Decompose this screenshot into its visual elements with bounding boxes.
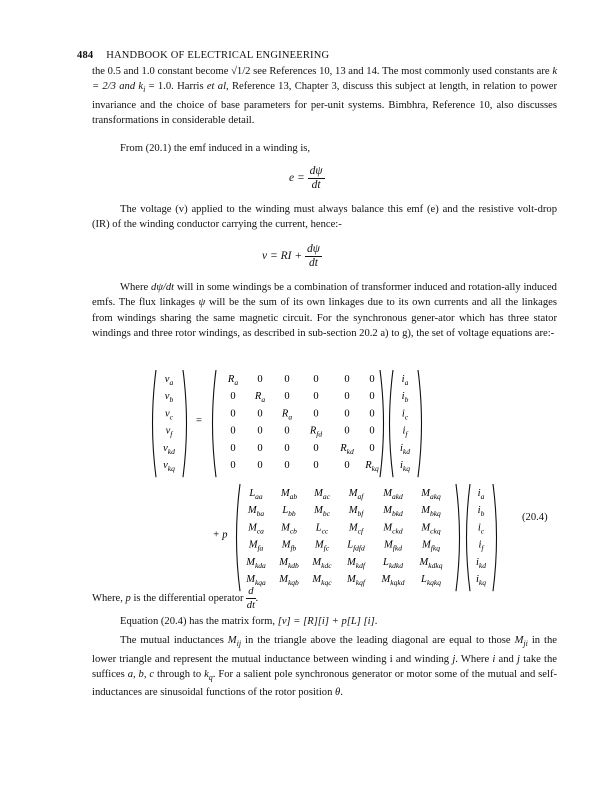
i-vector-2-left-paren — [467, 484, 471, 591]
paragraph-operator — [92, 585, 557, 612]
i-vector-entry: if — [402, 425, 408, 439]
r-matrix-entry: 0 — [369, 374, 375, 385]
r-matrix-entry: 0 — [230, 425, 236, 437]
r-matrix-entry: 0 — [284, 391, 290, 403]
l-matrix-entry: Mcf — [348, 522, 364, 536]
v-vector-entry: vf — [165, 425, 173, 439]
l-matrix-entry: Laa — [249, 488, 263, 501]
text-run: and — [495, 653, 518, 665]
l-matrix-entry: Lkdkd — [382, 556, 404, 570]
r-matrix-entry: 0 — [313, 391, 319, 403]
r-matrix-entry: 0 — [344, 408, 350, 420]
text-run: Where, — [92, 592, 126, 604]
symbol-theta: θ — [335, 687, 341, 699]
et-al: et al — [206, 81, 227, 93]
psi-symbol: ψ — [198, 297, 206, 309]
l-matrix-entry: Mckq — [421, 522, 441, 536]
r-matrix-entry: Ra — [254, 391, 266, 405]
l-matrix-entry: Mkda — [246, 556, 266, 570]
l-matrix-entry: Mcb — [281, 522, 297, 536]
l-matrix-entry: Mfa — [248, 539, 264, 553]
l-matrix-entry: Mkqb — [279, 574, 299, 587]
l-matrix-left-paren — [237, 484, 241, 591]
l-matrix-entry: Mca — [248, 522, 264, 536]
symbol-j: j — [452, 653, 456, 665]
text-run: through to — [154, 668, 205, 680]
r-matrix-entry: 0 — [344, 374, 350, 385]
text-run: . For a salient pole synchronous generator or motor some of the mutual and self-inductances are sinusoidal functions of the rotor position — [92, 668, 558, 699]
symbol-j: j — [517, 653, 520, 665]
r-matrix-entry: 0 — [284, 442, 290, 454]
subscript: ij — [236, 639, 242, 649]
r-matrix-entry: 0 — [284, 374, 290, 385]
l-matrix-entry: Mkqa — [246, 574, 266, 587]
i-vector-1-right-paren — [418, 370, 422, 477]
l-matrix-entry: Mbkd — [383, 505, 403, 519]
v-vector-entry: va — [164, 374, 174, 387]
r-matrix-entry: 0 — [284, 425, 290, 437]
dpsi-dt: dψ/dt — [151, 282, 175, 293]
text-run: will be the sum of its own linkages due to its own currents and all the linkages from windings sharing the same magnetic circuit. For the synchronous gener-ator which has three stator windings and three rotor windings, as described in sub-section 20.2 a) to g), the set of voltage equations are:- — [92, 297, 557, 340]
running-title: HANDBOOK OF ELECTRICAL ENGINEERING — [106, 50, 330, 61]
paragraph-matrix-form — [92, 614, 557, 629]
r-matrix-entry: 0 — [313, 408, 319, 420]
r-matrix-entry: 0 — [230, 442, 236, 454]
text-run: will in some windings be a combination of transformer induced and rotation-ally induced emfs. The flux linkages — [92, 282, 557, 309]
l-matrix-entry: Mkqf — [347, 574, 365, 587]
matrix-form: [v] = [R][i] + p[L] [i] — [277, 616, 375, 627]
suffices: a, b, c — [127, 668, 155, 680]
paragraph-voltage: The voltage (v) applied to the winding must always balance this emf (e) and the resistive volt-drop (IR) of the winding conductor carrying the current, hence:- — [92, 204, 557, 231]
text-run: . — [255, 592, 259, 604]
l-matrix-entry: Mab — [280, 488, 298, 501]
r-matrix-entry: 0 — [344, 391, 350, 403]
fraction — [305, 243, 322, 270]
denominator: dt — [311, 179, 321, 191]
l-matrix-entry: Makd — [383, 488, 403, 501]
l-matrix-entry: Mfc — [314, 539, 330, 553]
fraction — [308, 165, 325, 192]
r-matrix-entry: 0 — [313, 442, 319, 454]
l-matrix-entry: Mac — [314, 488, 330, 501]
r-matrix-left-paren — [213, 370, 217, 477]
r-matrix-entry: 0 — [257, 442, 263, 454]
r-matrix-entry: Ra — [227, 374, 239, 387]
denominator: dt — [308, 257, 318, 269]
i-vector-entry: ib — [477, 505, 485, 519]
l-matrix-entry: Makq — [421, 488, 441, 501]
l-matrix-entry: Mbf — [348, 505, 364, 519]
text-run: . — [340, 687, 343, 699]
constant-k: k = 2/3 and k — [92, 66, 558, 93]
i-vector-entry: ikq — [475, 574, 487, 587]
r-matrix-entry: Rkd — [340, 442, 354, 456]
r-matrix-entry: Rfd — [309, 425, 323, 439]
text-run: the 0.5 and 1.0 constant become — [92, 66, 232, 77]
denominator: dt — [246, 600, 256, 611]
r-matrix-entry: 0 — [257, 425, 263, 437]
subscript: i — [143, 85, 146, 95]
l-matrix-entry: Lcc — [315, 522, 329, 536]
i-vector-entry: if — [478, 539, 484, 553]
l-matrix-entry: Mfkd — [384, 539, 402, 553]
v-vector-entry: vb — [164, 391, 174, 405]
text-run: . Harris — [171, 81, 207, 93]
page-number: 484 — [77, 50, 94, 61]
l-matrix-entry: Mckd — [383, 522, 403, 536]
symbol-M: M — [227, 635, 237, 646]
r-matrix-entry: Rkq — [365, 460, 379, 473]
v-vector-entry: vc — [164, 408, 174, 422]
l-matrix-entry: Mbc — [314, 505, 330, 519]
r-matrix-entry: 0 — [344, 425, 350, 437]
l-matrix-entry: Mba — [247, 505, 265, 519]
r-matrix-entry: 0 — [369, 425, 375, 437]
r-matrix-entry: Ra — [281, 408, 293, 422]
l-matrix-entry: Mbkq — [421, 505, 441, 519]
r-matrix-entry: 0 — [344, 460, 350, 471]
r-matrix-entry: 0 — [257, 374, 263, 385]
plus-p-operator: + p — [212, 529, 228, 541]
eq-lhs: v = RI + — [262, 250, 303, 263]
paragraph-constants — [92, 64, 557, 129]
l-matrix-entry: Maf — [348, 488, 364, 501]
r-matrix-entry: 0 — [369, 408, 375, 420]
text-run: Where — [120, 282, 152, 293]
fraction — [246, 585, 255, 612]
equation-emf — [289, 165, 325, 192]
v-vector-entry: vkq — [163, 460, 175, 473]
l-matrix-entry: Lkqkq — [420, 574, 442, 587]
i-vector-entry: ikd — [399, 442, 411, 456]
r-matrix-entry: 0 — [230, 391, 236, 403]
r-matrix-entry: 0 — [369, 391, 375, 403]
text-run: The mutual inductances — [120, 635, 228, 646]
matrix-equation — [0, 360, 615, 600]
r-matrix-entry: 0 — [369, 442, 375, 454]
i-vector-entry: ikq — [399, 460, 411, 473]
l-matrix-entry: Mfkq — [422, 539, 440, 553]
r-matrix-entry: 0 — [313, 374, 319, 385]
symbol-i: i — [492, 653, 496, 665]
r-matrix-entry: 0 — [257, 460, 263, 471]
text-run: , Reference 13, Chapter 3, discuss this subject at length, in relation to power invariance and the choice of base parameters for per-unit systems. Bimbhra, Reference 10, also discusses transformations in considerable detail. — [92, 81, 558, 127]
paragraph-emf-intro: From (20.1) the emf induced in a winding is, — [120, 143, 311, 154]
i-vector-2-right-paren — [493, 484, 497, 591]
equals-sign: = — [196, 415, 202, 427]
l-matrix-entry: Mkdb — [279, 556, 299, 570]
r-matrix-entry: 0 — [230, 408, 236, 420]
numerator: dψ — [309, 165, 323, 177]
i-vector-entry: ic — [401, 408, 409, 422]
symbol-M: M — [514, 635, 524, 646]
equation-voltage — [262, 243, 322, 270]
sqrt-expression: √1/2 — [231, 66, 251, 77]
numerator: d — [248, 586, 254, 597]
i-vector-entry: ia — [477, 488, 485, 501]
l-matrix-right-paren — [456, 484, 460, 591]
text-run: Equation (20.4) has the matrix form, — [120, 616, 278, 627]
text-run: in the triangle above the leading diagonal are equal to those — [241, 635, 515, 646]
r-matrix-entry: 0 — [313, 460, 319, 471]
operator-p: p — [125, 592, 131, 604]
l-matrix-entry: Lbb — [282, 505, 296, 519]
text-run: in the lower triangle and represent the mutual inductance between winding i and winding — [92, 635, 557, 665]
l-matrix-entry: Mkdc — [312, 556, 332, 570]
i-vector-entry: ikd — [475, 556, 487, 570]
subscript: ji — [523, 639, 528, 649]
r-matrix-right-paren — [380, 370, 384, 477]
text-run: . — [374, 616, 378, 627]
v-vector-entry: vkd — [163, 442, 175, 456]
l-matrix-entry: Mfb — [281, 539, 297, 553]
l-matrix-entry: Mkdf — [347, 556, 365, 570]
text-run: see References 10, 13 and 14. The most commonly used constants are — [250, 66, 553, 77]
numerator: dψ — [306, 243, 320, 255]
l-matrix-entry: Mkdkq — [419, 556, 443, 570]
text-run: = 1.0 — [145, 81, 172, 93]
i-vector-entry: ia — [401, 374, 409, 387]
text-run: . Where — [455, 653, 493, 665]
i-vector-entry: ic — [477, 522, 485, 536]
v-vector-left-paren — [153, 370, 157, 477]
r-matrix-entry: 0 — [257, 408, 263, 420]
paragraph-mutual-inductances — [92, 633, 557, 701]
i-vector-entry: ib — [401, 391, 409, 405]
paragraph-linkages — [92, 280, 557, 342]
symbol-k: k — [204, 668, 209, 680]
text-run: take the suffices — [92, 653, 558, 680]
i-vector-1-left-paren — [390, 370, 394, 477]
eq-lhs: e = — [289, 172, 305, 185]
subscript: q — [208, 673, 213, 683]
l-matrix-entry: Mkqkd — [381, 574, 405, 587]
running-header — [77, 50, 329, 61]
r-matrix-entry: 0 — [284, 460, 290, 471]
v-vector-right-paren — [183, 370, 187, 477]
text-run: is the differential operator — [130, 592, 247, 604]
equation-number: (20.4) — [522, 512, 548, 523]
r-matrix-entry: 0 — [230, 460, 236, 471]
l-matrix-entry: Mkqc — [312, 574, 332, 587]
l-matrix-entry: Lfdfd — [347, 539, 365, 553]
